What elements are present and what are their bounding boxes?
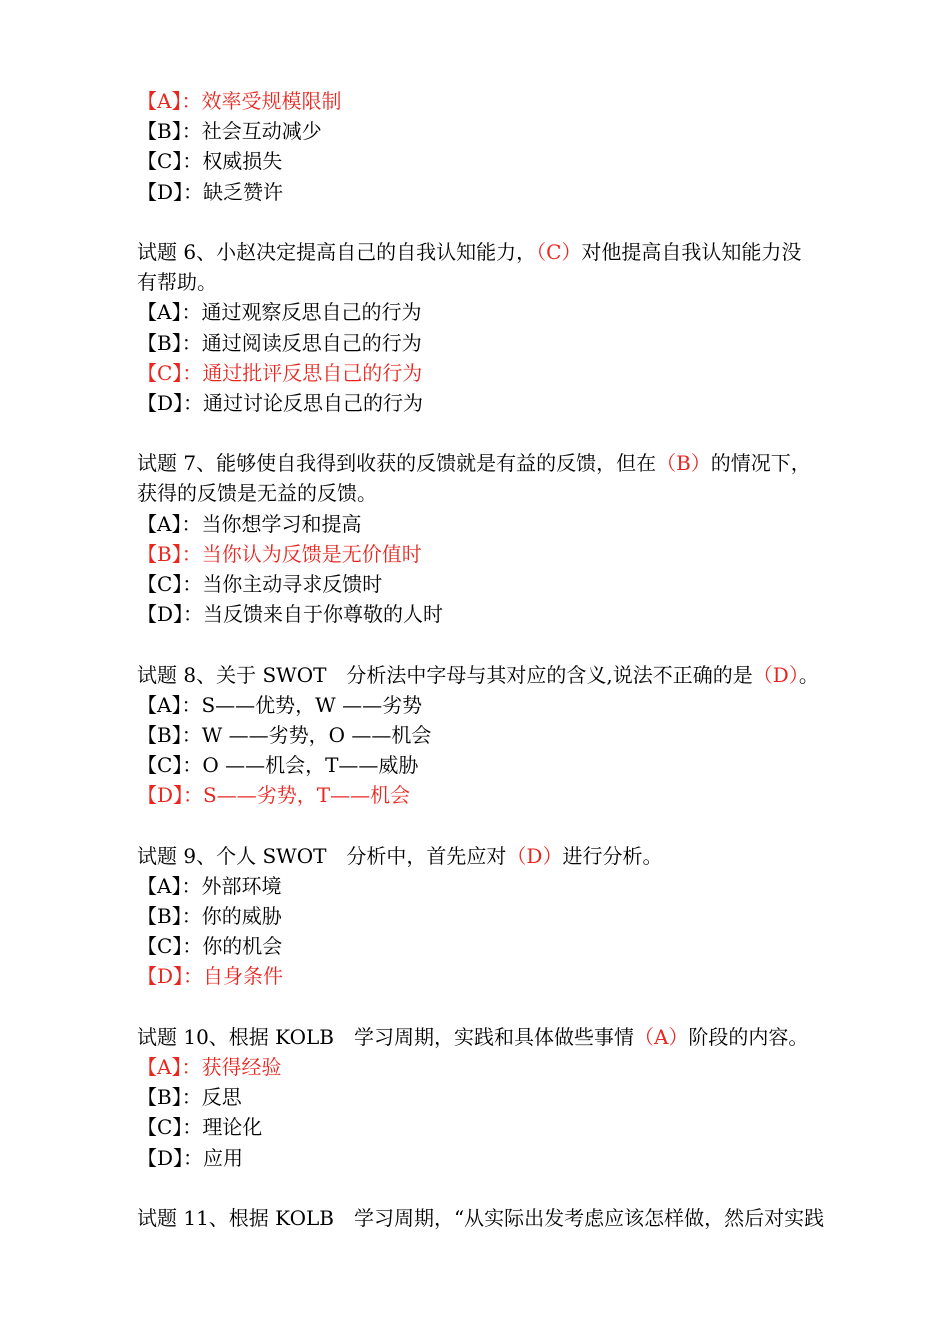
- option-a: 【A】：获得经验: [137, 1055, 282, 1079]
- question-8-stem: 试题 8、关于 SWOT 分析法中字母与其对应的含义,说法不正确的是（D）。: [137, 662, 819, 687]
- spacer: [137, 629, 877, 659]
- spacer: [137, 418, 877, 448]
- option-b: 【B】：当你认为反馈是无价值时: [137, 541, 422, 566]
- option-c: 【C】：权威损失: [137, 149, 283, 174]
- answer-key: （C）: [536, 239, 582, 264]
- question-10-stem: 试题 10、根据 KOLB 学习周期，实践和具体做些事情（A）阶段的内容。: [137, 1024, 809, 1049]
- question-6-stem: 试题 6、小赵决定提高自己的自我认知能力，（C）对他提高自我认知能力没: [137, 239, 802, 264]
- option-c: 【C】：理论化: [137, 1115, 263, 1140]
- option-d: 【D】：当反馈来自于你尊敬的人时: [137, 602, 444, 627]
- option-c: 【C】：O ——机会，T——威胁: [137, 753, 419, 778]
- option-a: 【A】：当你想学习和提高: [137, 511, 362, 536]
- answer-key: （A）: [633, 1024, 689, 1049]
- option-c: 【C】：你的机会: [137, 934, 283, 959]
- option-b: 【B】：W ——劣势，O ——机会: [137, 722, 432, 747]
- question-7-stem-cont: 获得的反馈是无益的反馈。: [137, 481, 377, 506]
- option-d: 【D】：缺乏赞许: [137, 179, 284, 204]
- spacer: [137, 207, 877, 237]
- option-c: 【C】：当你主动寻求反馈时: [137, 572, 383, 596]
- spacer: [137, 811, 877, 841]
- question-6-stem-cont: 有帮助。: [137, 270, 217, 295]
- question-9-stem: 试题 9、个人 SWOT 分析中，首先应对（D）进行分析。: [137, 843, 663, 868]
- option-b: 【B】：通过阅读反思自己的行为: [137, 330, 422, 355]
- option-a: 【A】：S——优势，W ——劣势: [137, 692, 423, 717]
- answer-key: （B）: [656, 451, 711, 476]
- option-a: 【A】：效率受规模限制: [137, 89, 342, 113]
- document-page: [137, 86, 877, 1233]
- option-b: 【B】：你的威胁: [137, 904, 282, 929]
- option-b: 【B】：反思: [137, 1085, 242, 1110]
- spacer: [137, 992, 877, 1022]
- question-7-stem: 试题 7、能够使自我得到收获的反馈就是有益的反馈，但在（B）的情况下，: [137, 451, 811, 476]
- option-d: 【D】：应用: [137, 1145, 244, 1170]
- option-c: 【C】：通过批评反思自己的行为: [137, 360, 423, 385]
- option-d: 【D】：自身条件: [137, 964, 284, 989]
- option-a: 【A】：通过观察反思自己的行为: [137, 300, 422, 325]
- answer-key: （D）: [506, 843, 563, 868]
- option-b: 【B】：社会互动减少: [137, 119, 322, 144]
- answer-key: （D）: [752, 662, 799, 687]
- option-d: 【D】：通过讨论反思自己的行为: [137, 390, 424, 415]
- option-a: 【A】：外部环境: [137, 873, 282, 898]
- spacer: [137, 1173, 877, 1203]
- question-11-stem: 试题 11、根据 KOLB 学习周期，“从实际出发考虑应该怎样做，然后对实践: [137, 1205, 825, 1230]
- option-d: 【D】：S——劣势，T——机会: [137, 783, 411, 808]
